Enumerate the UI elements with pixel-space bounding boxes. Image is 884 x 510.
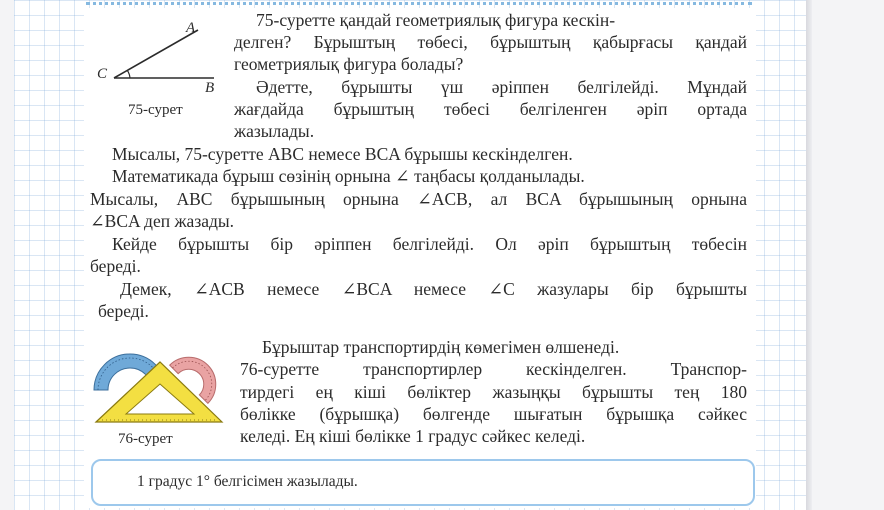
ray-ca [114,30,198,78]
text-line: геометриялық фигура болады? [234,54,464,74]
text-line: 75-суретте қандай геометриялық фигура кескін- [256,10,616,30]
dotted-top-rule [86,2,752,5]
definition-text: 1 градус 1° белгісімен жазылады. [137,473,358,490]
text-line: келеді. Ең кіші бөлікке 1 градус сәйкес келеді. [240,426,586,446]
text-line: Демек, ∠ACB немесе ∠BCA немесе ∠C жазулары бір бұрышты [120,279,747,299]
text-line: Мысалы, 75-суретте ABC немесе BCA бұрышы кескінделген. [112,144,573,164]
label-a: A [186,20,196,36]
text-line: береді. [90,256,141,276]
label-b: B [205,80,215,96]
text-line: Кейде бұрышты бір әріппен белгілейді. Ол әріп бұрыштың төбесін [112,234,747,254]
angle-arc [127,70,130,78]
text-line: делген? Бұрыштың төбесі, бұрыштың қабырғасы қандай [234,32,747,52]
text-line: Әдетте, бұрышты үш әріппен белгілейді. Мұндай [256,77,747,97]
text-line: жағдайда бұрыштың төбесі белгіленген әріп ортада [234,99,747,119]
text-line: Бұрыштар транспортирдің көмегімен өлшенеді. [262,337,620,357]
definition-box [91,459,755,506]
text-line: Математикада бұрыш сөзінің орнына ∠ таңбасы қолданылады. [112,166,585,186]
text-line: Мысалы, ABC бұрышының орнына ∠ACB, ал BCA бұрышының орнына [90,189,747,209]
label-c: C [97,66,108,82]
figure-75-caption: 75-сурет [128,102,183,118]
text-line: тирдегі ең кіші бөліктер жазыңқы бұрышты тең 180 [240,382,747,402]
page-edge [806,0,812,510]
text-line: ∠BCA деп жазады. [90,211,235,231]
protractors-figure-76 [88,340,228,430]
text-line: 76-суретте транспортирлер кескінделген. Транспор- [240,359,747,379]
text-line: бөлікке (бұрышқа) бөлгенде шығатын бұрышқа сәйкес [240,404,747,424]
text-line: береді. [98,301,149,321]
text-line: жазылады. [234,121,315,141]
figure-76-caption: 76-сурет [118,431,173,447]
